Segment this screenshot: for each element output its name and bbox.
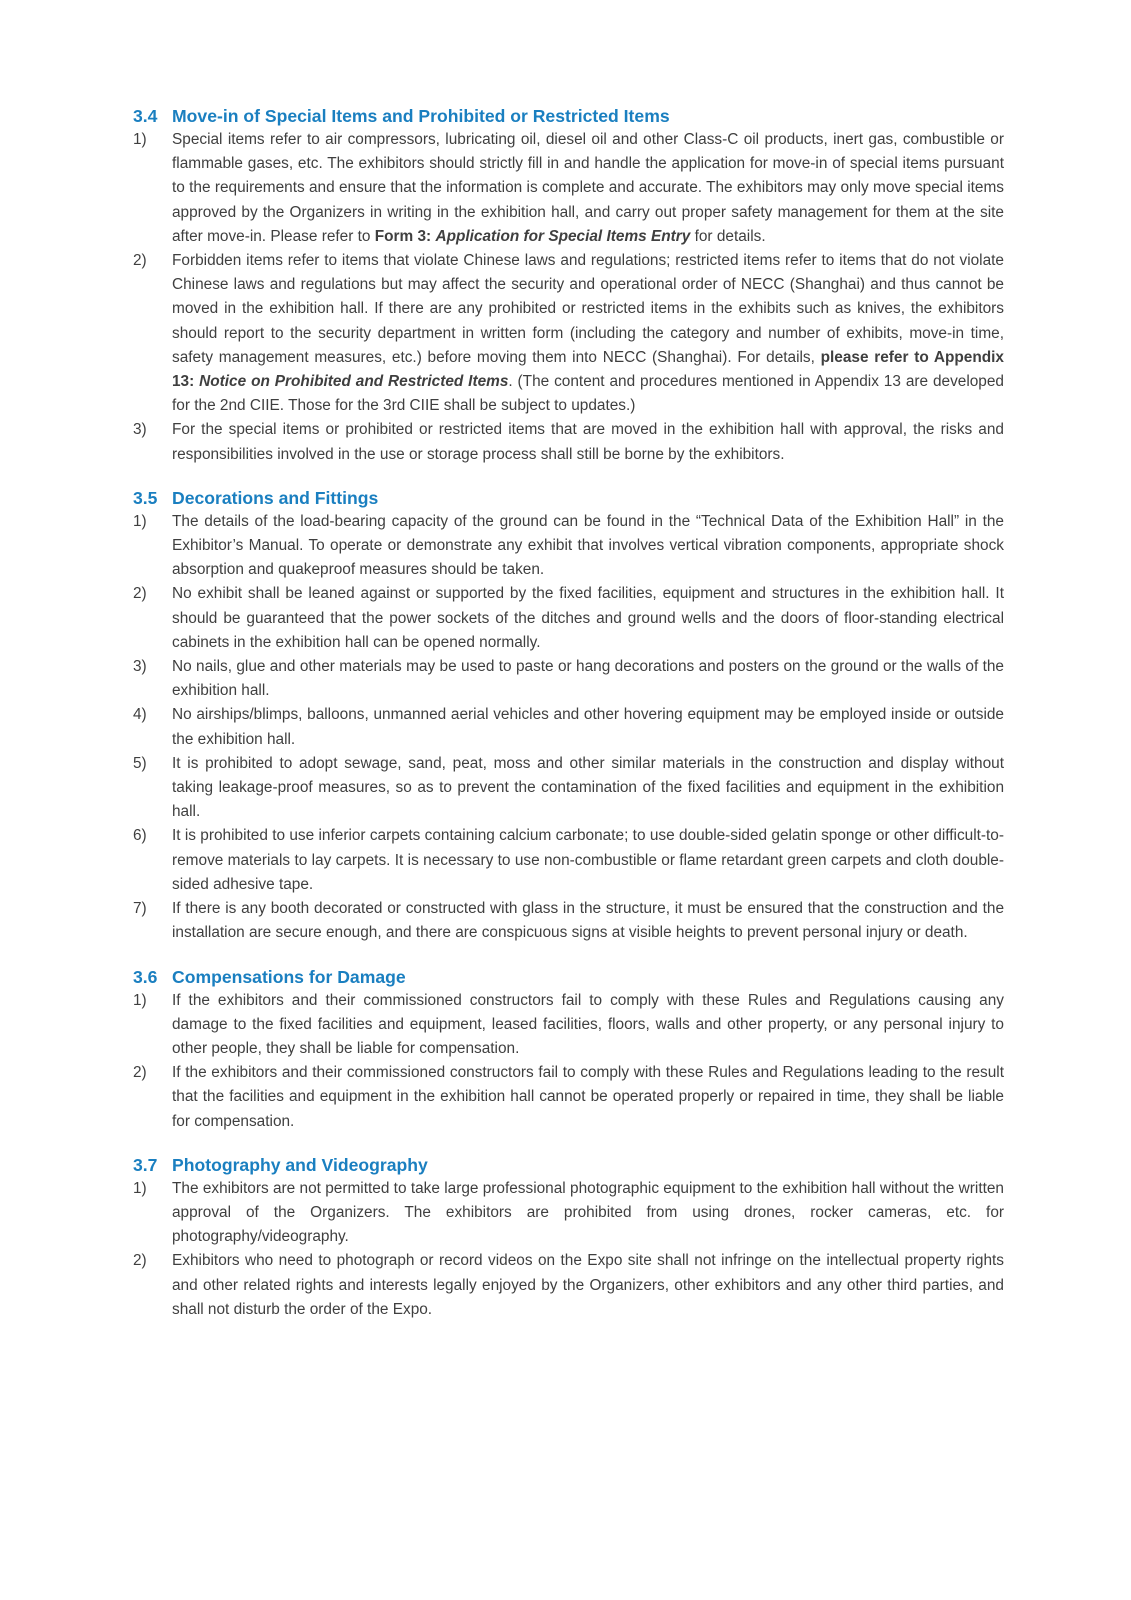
form-title: Application for Special Items Entry <box>435 227 691 245</box>
section-title: Decorations and Fittings <box>172 487 379 508</box>
list-item <box>133 1249 1004 1322</box>
section-title: Photography and Videography <box>172 1154 428 1175</box>
text-run: Special items refer to air compressors, lubricating oil, diesel oil and other Class-C oil products, inert gas, combustible or flammable gases, etc. The exhibitors should strictly fill in and handle the application for move-in of special items pursuant to the requirements and ensure that the information is complete and accurate. The exhibitors may only move special items approved by the Organizers in writing in the exhibition hall, and carry out proper safety management for them at the site after move-in. Please refer to <box>172 131 1004 245</box>
section-heading <box>133 486 1004 510</box>
section-number: 3.6 <box>133 966 158 987</box>
list-item <box>133 824 1004 897</box>
list-item <box>133 897 1004 945</box>
section-3-7 <box>133 1153 1004 1322</box>
section-3-4 <box>133 104 1004 467</box>
section-heading <box>133 1153 1004 1177</box>
item-text: Exhibitors who need to photograph or record videos on the Expo site shall not infringe on the intellectual property rights and other related rights and interests legally enjoyed by the Organizers, other exhibitors and any other third parties, and shall not disturb the order of the Expo. <box>172 1252 1004 1318</box>
section-heading <box>133 965 1004 989</box>
item-text: It is prohibited to adopt sewage, sand, peat, moss and other similar materials in the construction and display without taking leakage-proof measures, so as to prevent the contamination of the fixed facilities and equipment in the exhibition hall. <box>172 754 1004 821</box>
item-number: 1) <box>133 512 147 530</box>
list-item <box>133 1177 1004 1250</box>
item-text: It is prohibited to use inferior carpets containing calcium carbonate; to use double-sided gelatin sponge or other difficult-to-remove materials to lay carpets. It is necessary to use non-combustible or flame retardant green carpets and cloth double-sided adhesive tape. <box>172 827 1004 893</box>
section-3-5 <box>133 486 1004 946</box>
item-number: 3) <box>133 658 147 676</box>
list-item <box>133 703 1004 751</box>
text-run: for details. <box>690 227 766 245</box>
item-number: 1) <box>133 1179 147 1197</box>
item-text: No exhibit shall be leaned against or supported by the fixed facilities, equipment and structures in the exhibition hall. It should be guaranteed that the power sockets of the ditches and ground wells and the doors of floor-standing electrical cabinets in the exhibition hall can be opened normally. <box>172 585 1004 651</box>
item-number: 2) <box>133 585 147 603</box>
item-text: No airships/blimps, balloons, unmanned aerial vehicles and other hovering equipment may be employed inside or outside the exhibition hall. <box>172 706 1004 748</box>
section-title: Compensations for Damage <box>172 966 406 987</box>
item-text <box>172 128 1004 249</box>
item-number: 3) <box>133 421 147 439</box>
item-number: 2) <box>133 252 147 270</box>
item-text: No nails, glue and other materials may be used to paste or hang decorations and posters on the ground or the walls of the exhibition hall. <box>172 658 1004 700</box>
item-number: 5) <box>133 754 147 772</box>
item-text: If there is any booth decorated or constructed with glass in the structure, it must be ensured that the construction and the installation are secure enough, and there are conspicuous signs at visible heights to prevent personal injury or death. <box>172 900 1004 942</box>
section-number: 3.7 <box>133 1154 158 1175</box>
section-3-6 <box>133 965 1004 1134</box>
item-number: 7) <box>133 900 147 918</box>
section-number: 3.5 <box>133 487 158 508</box>
section-title: Move-in of Special Items and Prohibited or Restricted Items <box>172 106 670 126</box>
list-item <box>133 510 1004 583</box>
item-text: The exhibitors are not permitted to take large professional photographic equipment to the exhibition hall without the written approval of the Organizers. The exhibitors are prohibited from using drones, rocker cameras, etc. for photography/videography. <box>172 1179 1004 1246</box>
list-item <box>133 655 1004 703</box>
list-item <box>133 1061 1004 1134</box>
item-number: 2) <box>133 1064 147 1082</box>
document-page <box>133 104 1004 1341</box>
item-number: 2) <box>133 1252 147 1270</box>
list-item <box>133 582 1004 655</box>
list-item <box>133 128 1004 249</box>
list-item <box>133 249 1004 418</box>
item-number: 4) <box>133 706 147 724</box>
text-run: Forbidden items refer to items that violate Chinese laws and regulations; restricted items refer to items that do not violate Chinese laws and regulations but may affect the security and operational order of NECC (Shanghai) and thus cannot be moved in the exhibition hall. If there are any prohibited or restricted items in the exhibits such as knives, the exhibitors should report to the security department in written form (including the category and number of exhibits, move-in time, safety management measures, etc.) before moving them into NECC (Shanghai). For details, <box>172 252 1004 366</box>
section-number: 3.4 <box>133 106 158 126</box>
text-run: . (The content and procedures mentioned in Appendix 13 are developed for the 2nd CIIE. Those for the 3rd CIIE shall be subject to updates.) <box>172 373 1004 415</box>
item-text: If the exhibitors and their commissioned constructors fail to comply with these Rules and Regulations leading to the result that the facilities and equipment in the exhibition hall cannot be operated properly or repaired in time, they shall be liable for compensation. <box>172 1064 1004 1130</box>
section-heading <box>133 104 1004 128</box>
item-text: For the special items or prohibited or restricted items that are moved in the exhibition hall with approval, the risks and responsibilities involved in the use or storage process shall still be borne by the exhibitors. <box>172 421 1004 463</box>
list-item <box>133 418 1004 466</box>
appendix-reference: please refer to Appendix 13: <box>172 348 1004 391</box>
list-item <box>133 752 1004 825</box>
item-number: 1) <box>133 131 147 148</box>
item-number: 1) <box>133 991 147 1009</box>
item-text: The details of the load-bearing capacity of the ground can be found in the “Technical Data of the Exhibition Hall” in the Exhibitor’s Manual. To operate or demonstrate any exhibit that involves vertical vibration components, appropriate shock absorption and quakeproof measures should be taken. <box>172 512 1004 579</box>
form-reference: Form 3: <box>374 227 436 245</box>
item-text: If the exhibitors and their commissioned constructors fail to comply with these Rules and Regulations causing any damage to the fixed facilities and equipment, leased facilities, floors, walls and other property, or any personal injury to other people, they shall be liable for compensation. <box>172 991 1004 1057</box>
list-item <box>133 989 1004 1062</box>
item-text <box>172 249 1004 418</box>
appendix-title: Notice on Prohibited and Restricted Items <box>199 373 509 391</box>
item-number: 6) <box>133 827 147 845</box>
